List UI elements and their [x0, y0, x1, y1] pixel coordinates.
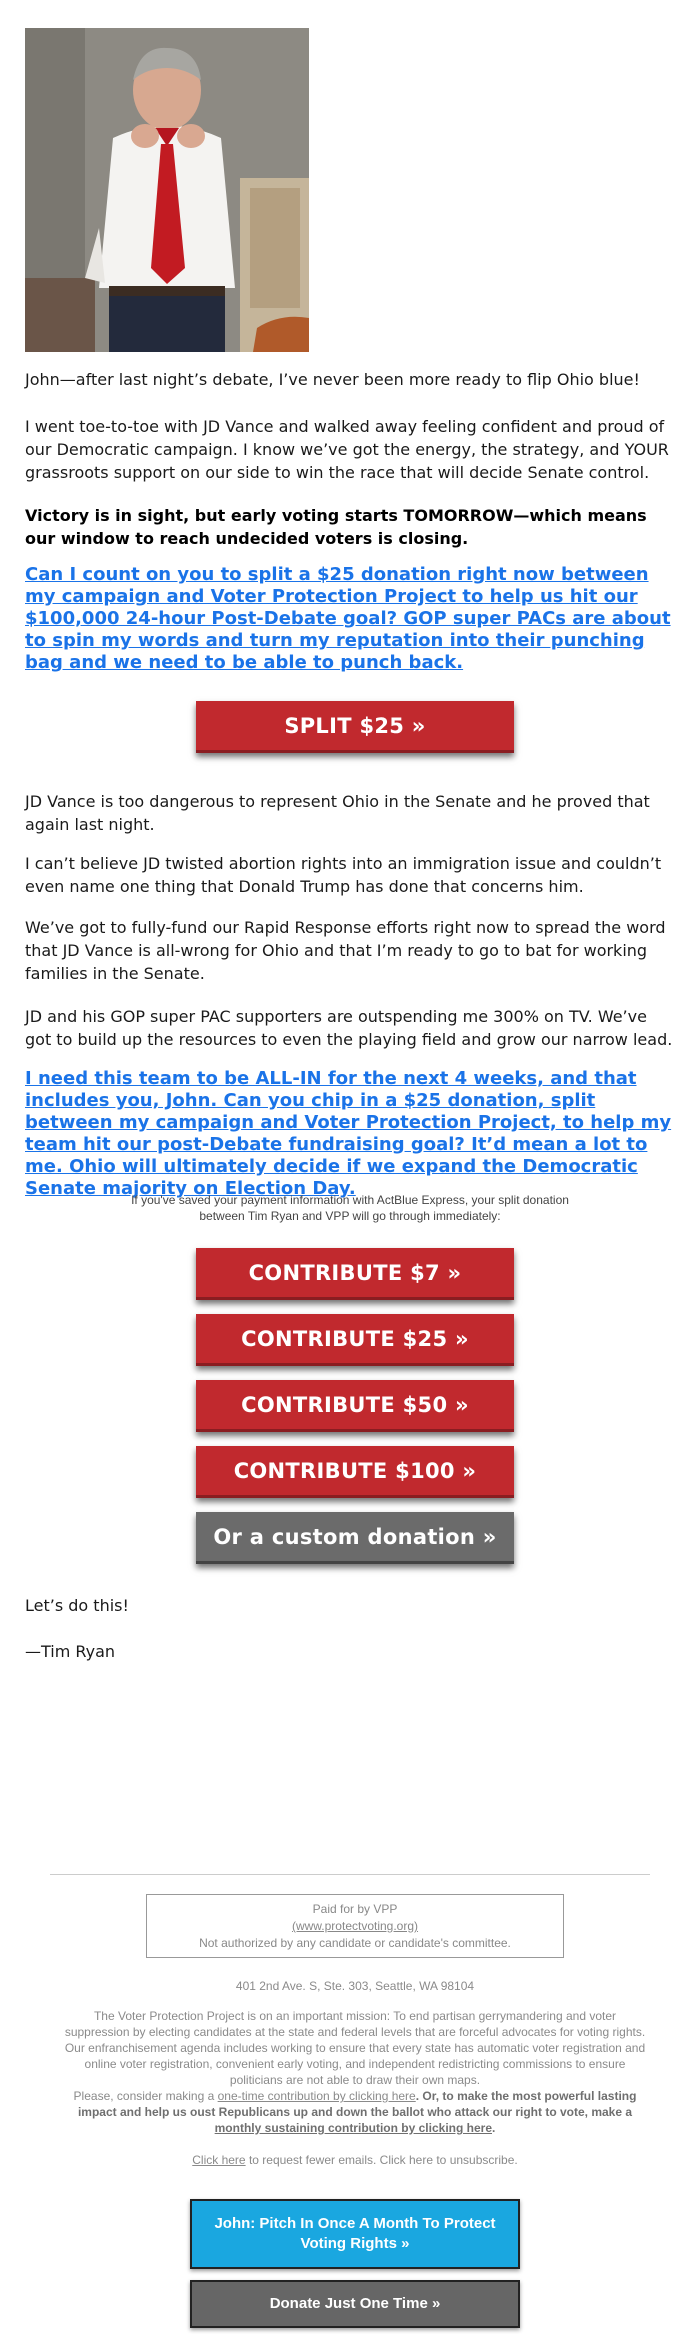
vance-dangerous-paragraph: JD Vance is too dangerous to represent Ohio in the Senate and he proved that again last night.	[25, 792, 650, 834]
abortion-paragraph: I can’t believe JD twisted abortion rights into an immigration issue and couldn’t even name one thing that Donald Trump has done that concerns him.	[25, 854, 662, 896]
monthly-donation-button[interactable]: John: Pitch In Once A Month To Protect Voting Rights »	[190, 2199, 520, 2269]
intro-paragraph: John—after last night’s debate, I’ve never been more ready to flip Ohio blue!	[25, 370, 640, 389]
one-time-donation-button[interactable]: Donate Just One Time »	[190, 2280, 520, 2328]
fewer-emails-text	[60, 2152, 650, 2168]
consider-text-a: Please, consider making a	[73, 2089, 218, 2103]
contribute-25-button[interactable]: CONTRIBUTE $25 »	[196, 1314, 514, 1366]
unsubscribe-text: to request fewer emails. Click here to unsubscribe.	[245, 2153, 518, 2167]
contribute-7-button[interactable]: CONTRIBUTE $7 »	[196, 1248, 514, 1300]
early-voting-paragraph: Victory is in sight, but early voting starts TOMORROW—which means our window to reach undecided voters is closing.	[25, 506, 647, 548]
all-in-ask-link[interactable]: I need this team to be ALL-IN for the next 4 weeks, and that includes you, John. Can you chip in a $25 donation, split between my campaign and Voter Protection Project, to help my team hit our post-Debate fundraising goal? It’d mean a lot to me. Ohio will ultimately decide if we expand the Democratic Senate majority on Election Day.	[25, 1068, 672, 1199]
mission-statement: The Voter Protection Project is on an important mission: To end partisan gerrymandering and voter suppression by electing candidates at the state and federal levels that are forceful advocates for voting rights. Our enfranchisement agenda includes working to ensure that every state has automatic voter registration and online voter registration, convenient early voting, and independent redistricting commissions to ensure politicians are not able to draw their own maps.	[64, 2009, 646, 2087]
donation-ask-link[interactable]: Can I count on you to split a $25 donation right now between my campaign and Voter Protection Project to help us hit our $100,000 24-hour Post-Debate goal? GOP super PACs are about to spin my words and turn my reputation into their punching bag and we need to be able to punch back.	[25, 564, 671, 673]
debate-paragraph: I went toe-to-toe with JD Vance and walked away feeling confident and proud of our Democratic campaign. I know we’ve got the energy, the strategy, and YOUR grassroots support on our side to win the race that will decide Senate control.	[25, 417, 669, 482]
not-authorized-text: Not authorized by any candidate or candidate's committee.	[199, 1936, 511, 1950]
photo-man-tying-red-tie-icon	[25, 28, 309, 352]
actblue-express-note: If you've saved your payment information with ActBlue Express, your split donation between Tim Ryan and VPP will go through immediately:	[131, 1193, 569, 1223]
one-time-contribution-link[interactable]: one-time contribution by clicking here	[217, 2089, 416, 2103]
split-25-button[interactable]: SPLIT $25 »	[196, 701, 514, 753]
mailing-address: 401 2nd Ave. S, Ste. 303, Seattle, WA 98104	[235, 1979, 475, 1993]
custom-donation-button[interactable]: Or a custom donation »	[196, 1512, 514, 1564]
paid-for-box	[146, 1894, 564, 1958]
consider-text-c: .	[492, 2121, 496, 2135]
vpp-site-link[interactable]: (www.protectvoting.org)	[291, 1919, 419, 1933]
closing-line: Let’s do this!	[25, 1596, 129, 1615]
outspending-paragraph: JD and his GOP super PAC supporters are outspending me 300% on TV. We’ve got to build up the resources to even the playing field and grow our narrow lead.	[25, 1007, 673, 1049]
consider-contribution-text	[60, 2088, 650, 2136]
signature: —Tim Ryan	[25, 1642, 116, 1661]
contribute-50-button[interactable]: CONTRIBUTE $50 »	[196, 1380, 514, 1432]
header-photo	[25, 28, 309, 352]
monthly-contribution-link[interactable]: monthly sustaining contribution by clicking here	[214, 2121, 492, 2135]
consider-text-b: . Or, to make the most powerful lasting impact and help us oust Republicans up and down the ballot who attack our right to vote, make a	[77, 2089, 637, 2119]
footer-divider	[50, 1874, 650, 1875]
rapid-response-paragraph: We’ve got to fully-fund our Rapid Response efforts right now to spread the word that JD Vance is all-wrong for Ohio and that I’m ready to go to bat for working families in the Senate.	[25, 918, 666, 983]
paid-by-text: Paid for by VPP	[312, 1902, 398, 1916]
fewer-emails-link[interactable]: Click here	[192, 2153, 246, 2167]
contribute-100-button[interactable]: CONTRIBUTE $100 »	[196, 1446, 514, 1498]
